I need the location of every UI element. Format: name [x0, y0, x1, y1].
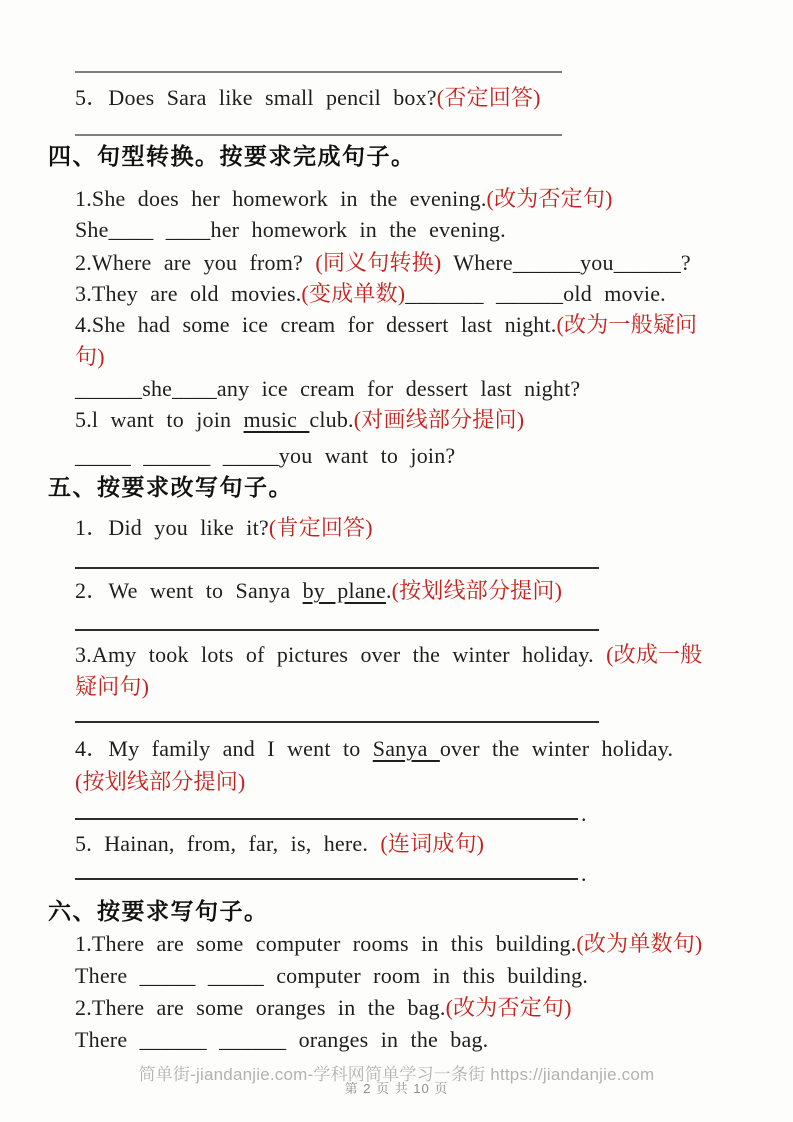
s5-item4 [75, 735, 673, 763]
s5-item4-annotation: (按划线部分提问) [75, 769, 246, 794]
footer-watermark: 简单街-jiandanjie.com-学科网简单学习一条街 https://jiandanjie.com [138, 1065, 655, 1084]
answer-line [75, 629, 599, 631]
question-text: 1.There are some computer rooms in this building. [75, 931, 577, 956]
answer-line [75, 792, 578, 820]
underlined-word: music [243, 407, 310, 432]
question-text-post: over the winter holiday. [439, 736, 674, 761]
question-text: 1.She does her homework in the evening. [75, 186, 487, 211]
s6-item1 [75, 930, 702, 958]
question-text: 1．Did you like it? [75, 515, 269, 540]
s6-item2-blank: There ______ ______ oranges in the bag. [75, 1027, 489, 1052]
s6-item1-blank: There _____ _____ computer room in this building. [75, 963, 589, 988]
s4-item4-annotation-wrap: 句) [75, 344, 105, 369]
s4-item4 [75, 311, 697, 339]
question-text-tail: _______ ______old movie. [405, 281, 666, 306]
question-text-tail: Where______you______? [441, 250, 691, 275]
question-text-post: club. [309, 407, 354, 432]
answer-line-with-period [75, 792, 587, 826]
question-text: 4．My family and I went to [75, 736, 373, 761]
answer-line [75, 852, 578, 880]
instruction-annotation: (改为单数句) [576, 931, 703, 956]
s5-item3-annotation-wrap: 疑问句) [75, 674, 150, 699]
answer-line-with-period [75, 852, 587, 886]
sentence-period: . [581, 860, 587, 886]
s5-item2 [75, 577, 562, 605]
question-text: 5．Does Sara like small pencil box? [75, 85, 437, 110]
section6-heading: 六、按要求写句子。 [48, 898, 269, 924]
s5-item3 [75, 641, 702, 669]
section4-heading: 四、句型转换。按要求完成句子。 [48, 143, 416, 169]
underlined-word: Sanya [372, 736, 440, 761]
instruction-annotation: (改成一般 [606, 642, 703, 667]
sentence-period: . [581, 800, 587, 826]
answer-line [75, 567, 599, 569]
question-text: 2.There are some oranges in the bag. [75, 995, 446, 1020]
instruction-annotation: (连词成句) [380, 831, 485, 856]
s4-item5-blank: _____ ______ _____you want to join? [75, 443, 456, 468]
question-text: 4.She had some ice cream for dessert last night. [75, 312, 557, 337]
question-text: 3.They are old movies. [75, 281, 302, 306]
answer-line [75, 134, 562, 136]
answer-line [75, 721, 599, 723]
instruction-annotation: (对画线部分提问) [353, 407, 525, 432]
instruction-annotation: (改为一般疑问 [556, 312, 698, 337]
instruction-annotation: (改为否定句) [445, 995, 572, 1020]
s4-item4-blank: ______she____any ice cream for dessert last night? [75, 376, 581, 401]
section5-heading: 五、按要求改写句子。 [48, 474, 293, 500]
instruction-annotation: (否定回答) [436, 85, 541, 110]
question-text: 3.Amy took lots of pictures over the winter holiday. [75, 642, 607, 667]
instruction-annotation: (肯定回答) [268, 515, 373, 540]
instruction-annotation: (按划线部分提问) [391, 578, 563, 603]
underlined-phrase: by plane [302, 578, 386, 603]
question-text: 2．We went to Sanya [75, 578, 303, 603]
instruction-annotation: (同义句转换) [315, 250, 442, 275]
s4-item2 [75, 249, 691, 277]
s4-item3 [75, 280, 666, 308]
page-number: 第 2 页 共 10 页 [344, 1081, 449, 1096]
s4-item1-blank: She____ ____her homework in the evening. [75, 217, 506, 242]
instruction-annotation: (变成单数) [301, 281, 406, 306]
s4-item5 [75, 406, 524, 434]
s6-item2 [75, 994, 572, 1022]
question-text: 5. Hainan, from, far, is, here. [75, 831, 381, 856]
instruction-annotation: (改为否定句) [486, 186, 613, 211]
question-text-post: . [385, 578, 392, 603]
question-intro-5 [75, 84, 541, 112]
s4-item1 [75, 185, 613, 213]
question-text: 5.l want to join [75, 407, 244, 432]
answer-line [75, 71, 562, 73]
question-text: 2.Where are you from? [75, 250, 316, 275]
s5-item1 [75, 514, 373, 542]
